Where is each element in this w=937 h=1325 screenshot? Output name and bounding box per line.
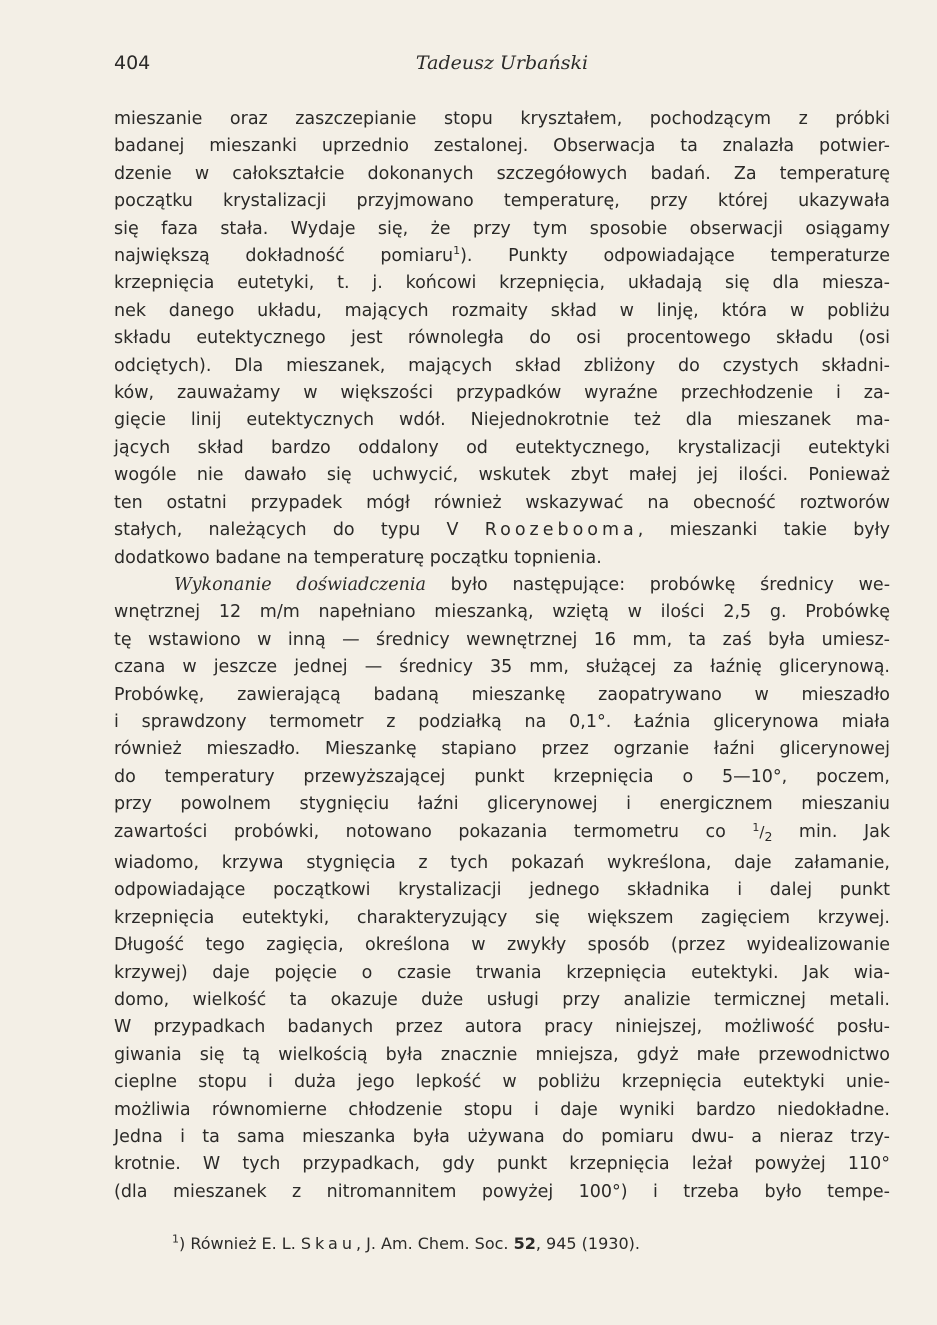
running-title: Tadeusz Urbański: [415, 52, 589, 74]
body-text: [114, 106, 890, 1206]
text-line: Długość tego zagięcia, określona w zwykły sposób (przez wyidealizowanie: [114, 935, 890, 956]
text-segment: , 945 (1930).: [535, 1234, 640, 1253]
text-line: krzepnięcia eutetyki, t. j. końcowi krzepnięcia, układają się dla miesza-: [114, 273, 890, 294]
paragraph-2: [114, 572, 890, 1206]
text-line: mieszanie oraz zaszczepianie stopu kryształem, pochodzącym z próbki: [114, 109, 890, 129]
text-line: dzenie w całokształcie dokonanych szczegółowych badań. Za temperaturę: [114, 163, 890, 184]
fraction-denominator: 2: [764, 828, 773, 844]
text-line: cieplne stopu i duża jego lepkość w pobliżu krzepnięcia eutektyki unie-: [114, 1072, 890, 1093]
text-segment: ). Punkty odpowiadające temperaturze: [460, 246, 891, 267]
text-line: krzywej) daje pojęcie o czasie trwania krzepnięcia eutektyki. Jak wia-: [114, 962, 890, 983]
text-segment: min. Jak: [772, 821, 890, 842]
text-line: [114, 243, 890, 270]
text-line: wnętrznej 12 m/m napełniano mieszanką, wziętą w ilości 2,5 g. Probówkę: [114, 602, 890, 623]
page-header: [114, 52, 890, 82]
text-line: wiadomo, krzywa stygnięcia z tych pokazań wykreślona, daje załamanie,: [114, 852, 890, 873]
text-line: czana w jeszcze jednej — średnicy 35 mm, służącej za łaźnię glicerynową.: [114, 657, 890, 678]
footnote: [172, 1233, 872, 1255]
footnote-reference: 1: [453, 244, 461, 258]
text-line: ten ostatni przypadek mógł również wskazywać na obecność roztworów: [114, 492, 890, 513]
text-line: również mieszadło. Mieszankę stapiano przez ogrzanie łaźni glicerynowej: [114, 739, 890, 760]
text-line: tę wstawiono w inną — średnicy wewnętrznej 16 mm, ta zaś była umiesz-: [114, 629, 890, 650]
text-segment: zawartości probówki, notowano pokazania termometru co: [114, 821, 726, 842]
text-segment: stałych, należących do typu V: [114, 520, 459, 541]
fraction-numerator: 1: [752, 820, 760, 834]
text-line: nek danego układu, mających rozmaity skład w linję, która w pobliżu: [114, 300, 890, 321]
italic-lead: Wykonanie doświadczenia: [174, 574, 426, 595]
spaced-name: Roozebooma: [484, 520, 638, 541]
paragraph-1: [114, 106, 890, 572]
text-line: W przypadkach badanych przez autora pracy niniejszej, możliwość posłu-: [114, 1017, 890, 1038]
text-line: i sprawdzony termometr z podziałką na 0,1°. Łaźnia glicerynowa miała: [114, 711, 890, 732]
text-segment: ) Również E. L.: [179, 1234, 296, 1253]
text-segment: było następujące: probówkę średnicy we-: [425, 574, 891, 595]
fraction: $^1/_2$: [752, 820, 773, 844]
text-line: początku krystalizacji przyjmowano temperaturę, przy której ukazywała: [114, 191, 890, 212]
text-line: [114, 819, 890, 850]
footnote-marker: 1: [172, 1232, 179, 1246]
text-segment: , mieszanki takie były: [637, 520, 890, 541]
text-line: wogóle nie dawało się uchwycić, wskutek zbyt małej jej ilości. Ponieważ: [114, 465, 890, 486]
text-line: domo, wielkość ta okazuje duże usługi przy analizie termicznej metali.: [114, 990, 890, 1010]
text-line: giwania się tą wielkością była znacznie mniejsza, gdyż małe przewodnictwo: [114, 1044, 890, 1065]
text-line: do temperatury przewyższającej punkt krzepnięcia o 5—10°, poczem,: [114, 766, 890, 787]
text-line: Probówkę, zawierającą badaną mieszankę zaopatrywano w mieszadło: [114, 684, 890, 705]
text-line: (dla mieszanek z nitromannitem powyżej 100°) i trzeba było tempe-: [114, 1181, 890, 1202]
text-line: odciętych). Dla mieszanek, mających skład zbliżony do czystych składni-: [114, 355, 890, 376]
text-line: się faza stała. Wydaje się, że przy tym sposobie obserwacji osiągamy: [114, 218, 890, 239]
footnote-author: Skau: [300, 1234, 356, 1253]
text-segment: , J. Am. Chem. Soc.: [355, 1234, 509, 1253]
text-line: Jedna i ta sama mieszanka była używana do pomiaru dwu- a nieraz trzy-: [114, 1127, 890, 1148]
text-line: krzepnięcia eutektyki, charakteryzujący się większem zagięciem krzywej.: [114, 907, 890, 928]
text-line: odpowiadające początkowi krystalizacji jednego składnika i dalej punkt: [114, 880, 890, 901]
text-line: gięcie linij eutektycznych wdół. Niejednokrotnie też dla mieszanek ma-: [114, 410, 890, 431]
text-line: przy powolnem stygnięciu łaźni glicerynowej i energicznem mieszaniu: [114, 794, 890, 815]
text-line: możliwia równomierne chłodzenie stopu i daje wyniki bardzo niedokładne.: [114, 1099, 890, 1120]
text-line: [114, 572, 890, 599]
text-line: badanej mieszanki uprzednio zestalonej. Obserwacja ta znalazła potwier-: [114, 136, 890, 157]
text-line: jących skład bardzo oddalony od eutektycznego, krystalizacji eutektyki: [114, 437, 890, 458]
text-line: ków, zauważamy w większości przypadków wyraźne przechłodzenie i za-: [114, 383, 890, 404]
text-line: składu eutektycznego jest równoległa do osi procentowego składu (osi: [114, 328, 890, 349]
footnote-volume: 52: [513, 1234, 536, 1253]
page-number: 404: [114, 52, 151, 74]
text-segment: największą dokładność pomiaru: [114, 246, 454, 267]
text-line: dodatkowo badane na temperaturę początku topnienia.: [114, 547, 602, 568]
text-line: krotnie. W tych przypadkach, gdy punkt krzepnięcia leżał powyżej 110°: [114, 1154, 890, 1175]
text-line: [114, 517, 890, 544]
